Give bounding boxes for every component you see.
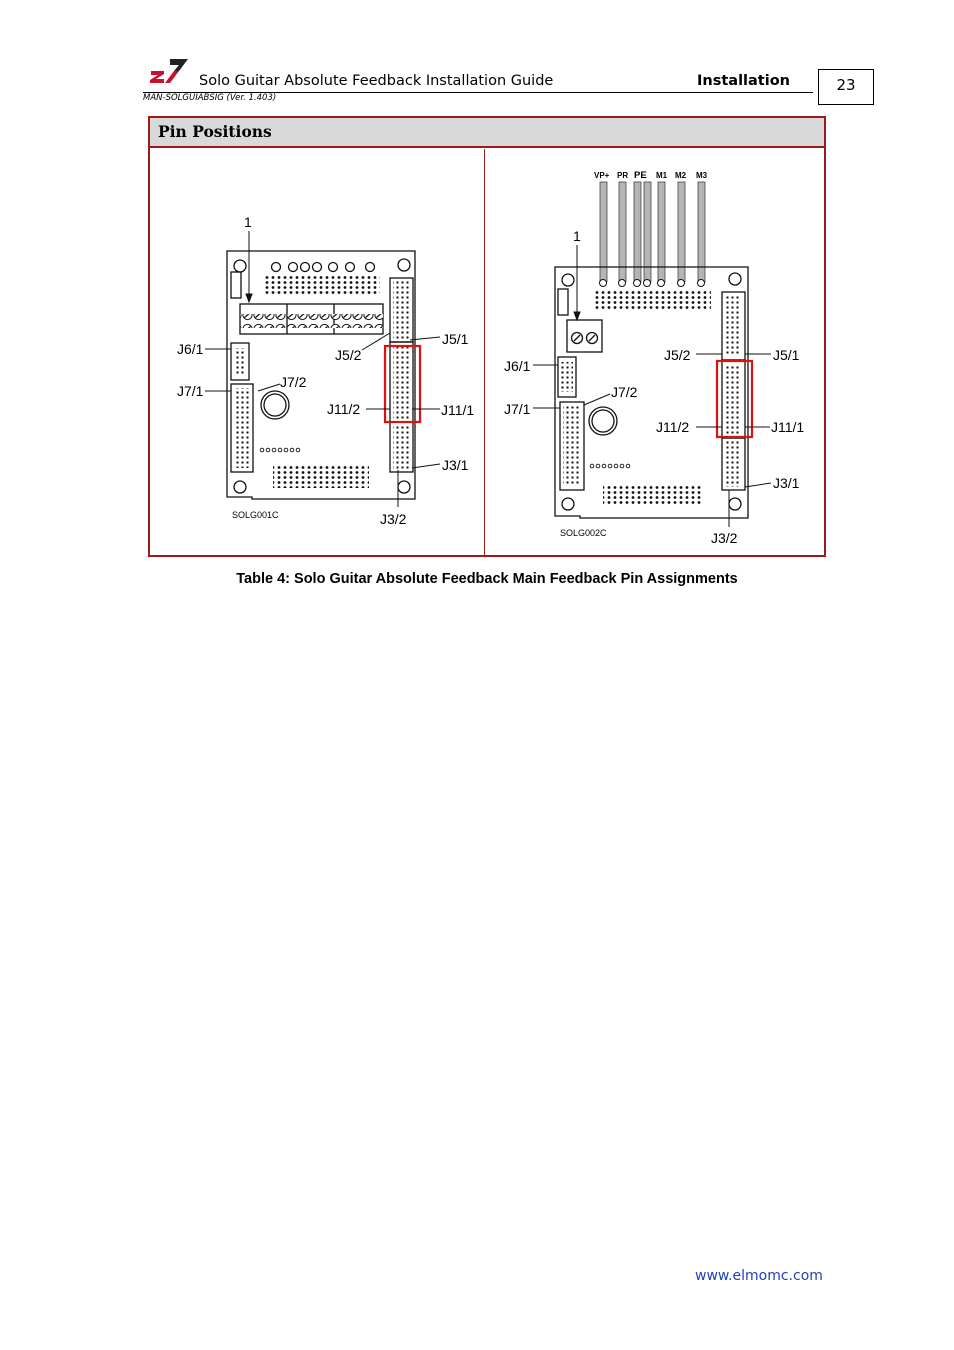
elmo-logo <box>148 57 190 89</box>
solg001c-figure <box>150 150 484 556</box>
right-j3-1-label: J3/1 <box>773 475 800 491</box>
left-j7-1-label: J7/1 <box>177 383 204 399</box>
left-j6-1-label: J6/1 <box>177 341 204 357</box>
right-j11-2-label: J11/2 <box>656 419 690 435</box>
right-figure-code: SOLG002C <box>560 528 607 538</box>
right-terminal-labels <box>594 170 708 181</box>
terminal-vp-label: VP+ <box>594 171 610 180</box>
terminal-m1-label: M1 <box>656 171 668 180</box>
right-j6-1-label: J6/1 <box>504 358 531 374</box>
right-j7-2-label: J7/2 <box>611 384 638 400</box>
terminal-m3-label: M3 <box>696 171 708 180</box>
right-j11-1-label: J11/1 <box>771 419 805 435</box>
page-number: 23 <box>836 76 856 94</box>
terminal-pr-label: PR <box>617 171 629 180</box>
right-pin-one-label: 1 <box>573 228 581 244</box>
document-version: MAN-SOLGUIABSIG (Ver. 1.403) <box>143 93 277 103</box>
right-j3-2-label: J3/2 <box>711 530 738 546</box>
terminal-pe-label: PE <box>634 170 647 181</box>
right-j5-1-label: J5/1 <box>773 347 800 363</box>
table-header-text: Pin Positions <box>158 122 272 141</box>
left-j3-1-label: J3/1 <box>442 457 469 473</box>
terminal-m2-label: M2 <box>675 171 687 180</box>
table-caption: Table 4: Solo Guitar Absolute Feedback Main Feedback Pin Assignments <box>236 571 738 587</box>
left-j5-1-label: J5/1 <box>442 331 469 347</box>
right-j7-1-label: J7/1 <box>504 401 531 417</box>
left-j3-2-label: J3/2 <box>380 511 407 527</box>
section-name: Installation <box>697 73 790 89</box>
left-j11-2-label: J11/2 <box>327 401 361 417</box>
right-j5-2-label: J5/2 <box>664 347 691 363</box>
left-j11-1-label: J11/1 <box>441 402 475 418</box>
left-figure-code: SOLG001C <box>232 510 279 520</box>
solg002c-figure <box>485 150 824 556</box>
left-j5-2-label: J5/2 <box>335 347 362 363</box>
footer-website-link[interactable]: www.elmomc.com <box>695 1268 823 1284</box>
document-title: Solo Guitar Absolute Feedback Installation Guide <box>199 73 554 89</box>
left-pin-one-label: 1 <box>244 214 252 230</box>
left-j7-2-label: J7/2 <box>280 374 307 390</box>
